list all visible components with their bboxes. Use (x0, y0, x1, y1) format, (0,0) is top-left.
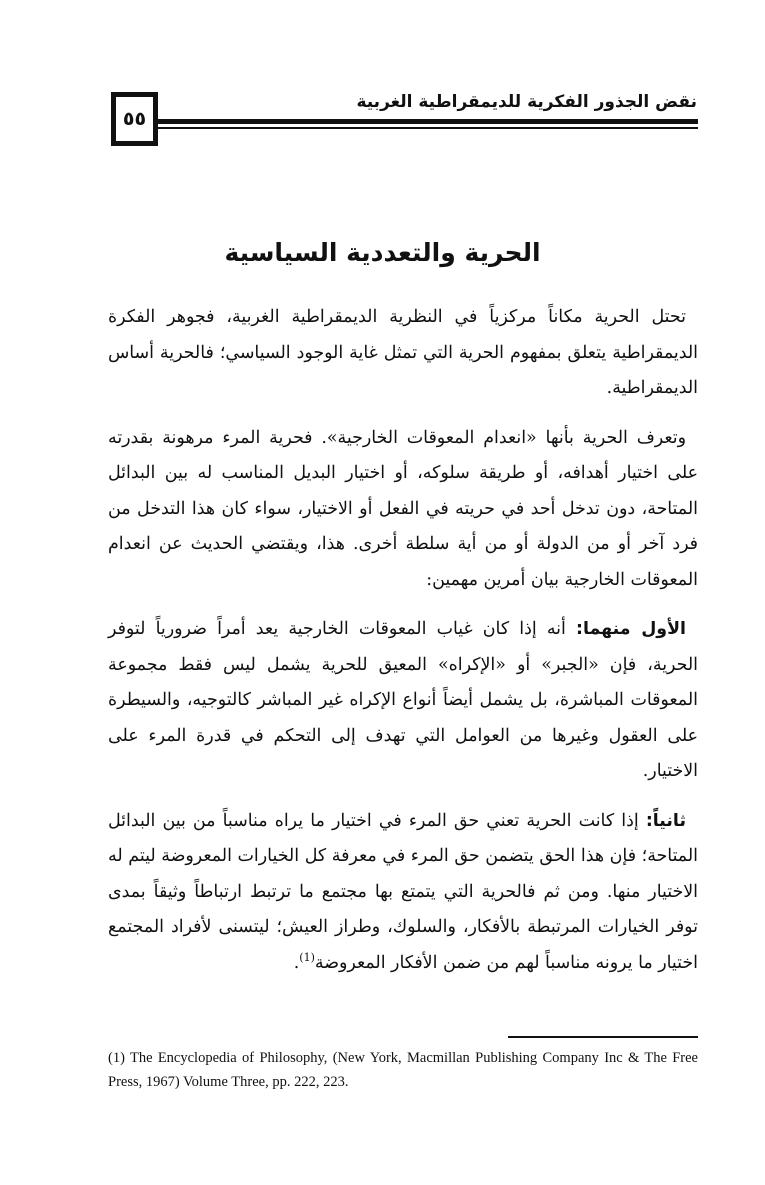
page-number-box (111, 92, 158, 146)
paragraph-1: تحتل الحرية مكاناً مركزياً في النظرية الديمقراطية الغربية، فجوهر الفكرة الديمقراطية يتعلق بمفهوم الحرية التي تمثل غاية الوجود السياسي؛ فالحرية أساس الديمقراطية. (108, 307, 698, 398)
paragraph-2: وتعرف الحرية بأنها «انعدام المعوقات الخارجية». فحرية المرء مرهونة بقدرته على اختيار أهدافه، أو طريقة سلوكه، أو اختيار البديل المناسب له بين البدائل المتاحة، دون تدخل أحد في حريته في الفعل أو الاختيار، سواء كان هذا التدخل من فرد آخر أو من الدولة أو من أية سلطة أخرى. هذا، ويقتضي الحديث عن انعدام المعوقات الخارجية بيان أمرين مهمين: (108, 427, 698, 590)
paragraph-4-end: . (293, 952, 300, 973)
header-rule-thick (158, 119, 698, 124)
paragraph-3 (108, 612, 698, 790)
page-number: ٥٥ (122, 108, 147, 130)
body-text (108, 300, 698, 995)
paragraph-3-text: أنه إذا كان غياب المعوقات الخارجية يعد أمراً ضرورياً لتوفر الحرية، فإن «الجبر» أو «الإكراه» المعيق للحرية يشمل ليس فقط مجموعة المعوقات المباشرة، بل يشمل أيضاً أنواع الإكراه غير المباشر كالتوجيه، والسيطرة على العقول وغيرها من العوامل التي تهدف إلى التحكم في قدرة المرء على الاختيار. (108, 619, 698, 781)
paragraph-3-lead: الأول منهما: (576, 619, 687, 639)
footnote: (1) The Encyclopedia of Philosophy, (New York, Macmillan Publishing Company Inc & The Free Press, 1967) Volume Three, pp. 222, 223. (108, 1050, 698, 1090)
footnote-separator (508, 1036, 698, 1038)
header-rule-thin (158, 127, 698, 129)
footnote-reference: (1) (299, 950, 315, 964)
paragraph-4-lead: ثانياً: (645, 810, 686, 831)
running-title: نقض الجذور الفكرية للديمقراطية الغربية (356, 92, 697, 112)
section-title: الحرية والتعددية السياسية (224, 238, 541, 267)
paragraph-4 (108, 804, 698, 982)
paragraph-4-text: إذا كانت الحرية تعني حق المرء في اختيار ما يراه مناسباً من بين البدائل المتاحة؛ فإن هذا الحق يتضمن حق المرء في معرفة كل الخيارات المعروضة ليتم له الاختيار منها. ومن ثم فالحرية التي يتمتع بها مجتمع ما ترتبط ارتباطاً وثيقاً بمدى توفر الخيارات المرتبطة بالأفكار، والسلوك، وطراز العيش؛ ليتسنى لأفراد المجتمع اختيار ما يرونه مناسباً لهم من ضمن الأفكار المعروضة (108, 810, 698, 973)
